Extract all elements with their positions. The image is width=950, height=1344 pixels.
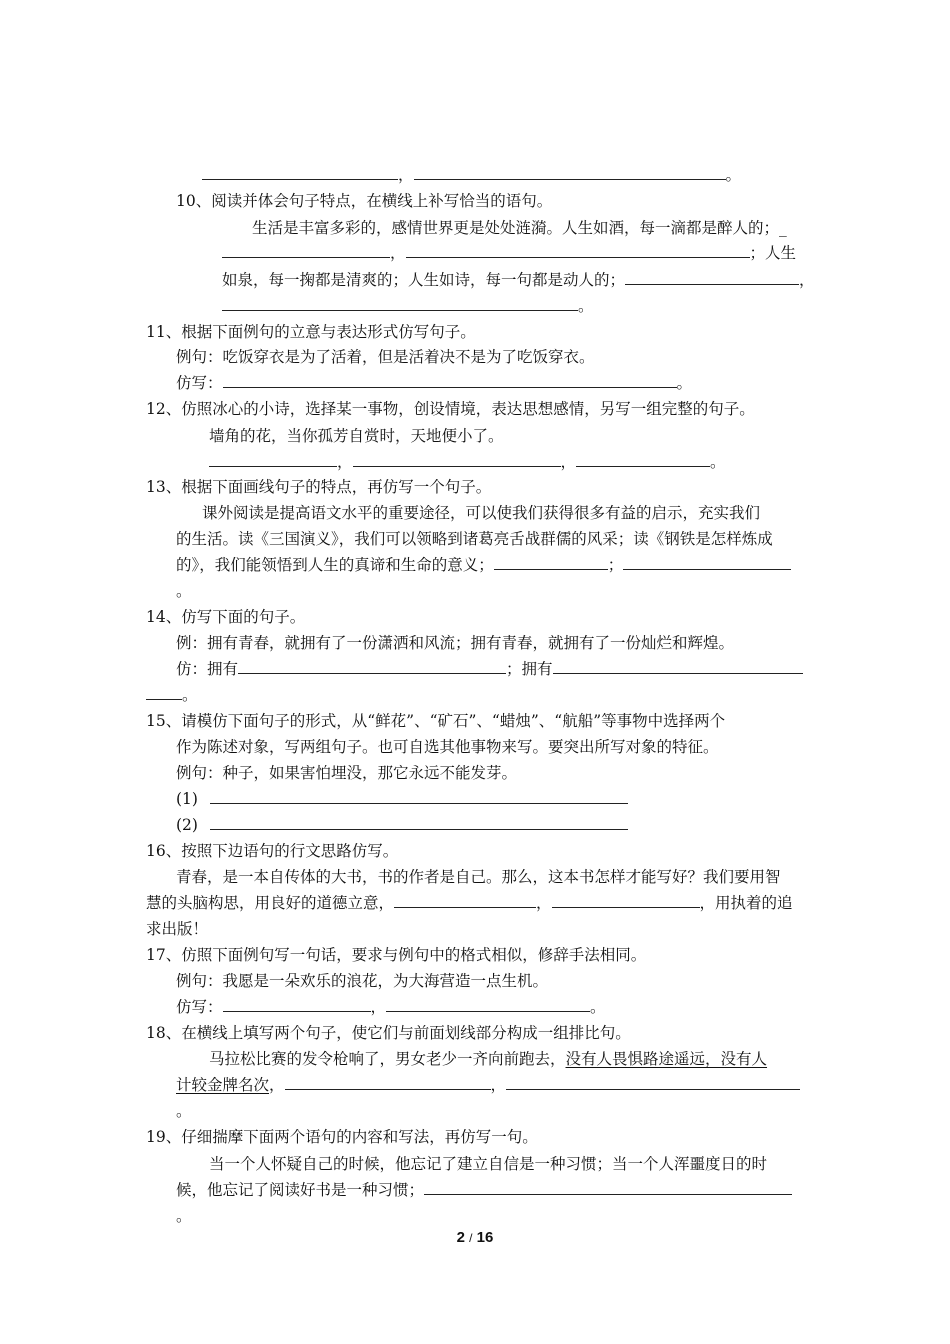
answer-blank[interactable] <box>506 1075 800 1090</box>
answer-blank[interactable] <box>285 1075 491 1090</box>
q19-title: 19、仔细揣摩下面两个语句的内容和写法，再仿写一句。 <box>146 1128 538 1146</box>
q12-answer-line: ， ， 。 <box>209 452 726 472</box>
q10-text: 生活是丰富多彩的，感情世界更是处处涟漪。人生如酒，每一滴都是醉人的；_ <box>252 219 787 237</box>
q13-text-1: 课外阅读是提高语文水平的重要途径，可以使我们获得很多有益的启示，充实我们 <box>202 504 761 522</box>
q17-title: 17、仿照下面例句写一句话，要求与例句中的格式相似，修辞手法相同。 <box>146 946 647 964</box>
answer-blank[interactable] <box>406 243 750 258</box>
q15-title: 15、请模仿下面句子的形式，从“鲜花”、“矿石”、“蜡烛”、“航船”等事物中选择两个 <box>146 712 726 730</box>
answer-blank[interactable] <box>494 555 608 570</box>
q19-text-2: 候，他忘记了阅读好书是一种习惯； <box>176 1180 792 1200</box>
answer-blank[interactable] <box>553 659 803 674</box>
q17-example: 例句：我愿是一朵欢乐的浪花，为大海营造一点生机。 <box>176 972 549 990</box>
answer-blank[interactable] <box>386 997 590 1012</box>
q16-text-1: 青春，是一本自传体的大书，书的作者是自己。那么，这本书怎样才能写好？我们要用智 <box>176 868 781 886</box>
q14-title: 14、仿写下面的句子。 <box>146 608 306 626</box>
q14-imitation: 仿：拥有 ；拥有 <box>176 659 803 679</box>
q18-end: 。 <box>176 1102 192 1120</box>
q13-text-2: 的生活。读《三国演义》，我们可以领略到诸葛亮舌战群儒的风采；读《钢铁是怎样炼成 <box>176 530 773 548</box>
answer-blank[interactable] <box>394 893 536 908</box>
answer-blank[interactable] <box>424 1180 792 1195</box>
underlined-phrase: 计较金牌名次 <box>176 1076 270 1094</box>
q15-item-1: (1) <box>176 789 628 809</box>
answer-blank[interactable] <box>202 165 398 180</box>
q11-example: 例句：吃饭穿衣是为了活着，但是活着决不是为了吃饭穿衣。 <box>176 348 595 366</box>
q12-poem: 墙角的花，当你孤芳自赏时，天地便小了。 <box>209 427 504 445</box>
answer-blank[interactable] <box>223 997 371 1012</box>
q13-end: 。 <box>176 582 192 600</box>
answer-blank[interactable] <box>238 659 506 674</box>
q17-imitation: 仿写： ， 。 <box>176 998 606 1016</box>
q18-title: 18、在横线上填写两个句子，使它们与前面划线部分构成一组排比句。 <box>146 1024 631 1042</box>
q19-end: 。 <box>176 1207 192 1225</box>
q16-title: 16、按照下边语句的行文思路仿写。 <box>146 842 399 860</box>
q14-example: 例：拥有青春，就拥有了一份潇洒和风流；拥有青春，就拥有了一份灿烂和辉煌。 <box>176 634 735 652</box>
answer-blank[interactable] <box>210 789 628 804</box>
answer-blank[interactable] <box>414 165 726 180</box>
q14-answer-continued: 。 <box>146 685 198 705</box>
answer-blank[interactable] <box>222 243 390 258</box>
q15-example: 例句：种子，如果害怕埋没，那它永远不能发芽。 <box>176 764 518 782</box>
answer-blank[interactable] <box>623 555 791 570</box>
answer-blank[interactable] <box>209 452 337 467</box>
q10-answer-line: ， ；人生 <box>222 243 796 263</box>
answer-blank[interactable] <box>223 373 677 388</box>
q16-text-3: 求出版！ <box>146 920 209 938</box>
q15-item-2: (2) <box>176 815 628 835</box>
underlined-phrase: 没有人畏惧路途遥远，没有人 <box>565 1050 768 1068</box>
answer-blank[interactable] <box>552 893 700 908</box>
answer-blank[interactable] <box>353 452 561 467</box>
q10-text-2: 如泉，每一掬都是清爽的；人生如诗，每一句都是动人的； ， <box>222 271 815 289</box>
q10-title: 10、阅读并体会句子特点，在横线上补写恰当的语句。 <box>176 192 553 210</box>
answer-blank[interactable] <box>146 685 182 700</box>
q12-title: 12、仿照冰心的小诗，选择某一事物，创设情境，表达思想感情，另写一组完整的句子。 <box>146 400 755 418</box>
q19-text-1: 当一个人怀疑自己的时候，他忘记了建立自信是一种习惯；当一个人浑噩度日的时 <box>209 1155 768 1173</box>
answer-blank[interactable] <box>210 815 628 830</box>
answer-blank[interactable] <box>625 270 799 285</box>
answer-blank[interactable] <box>222 296 578 311</box>
q13-text-3: 的》，我们能领悟到人生的真谛和生命的意义； ； <box>176 555 791 575</box>
q11-imitation: 仿写： 。 <box>176 374 693 392</box>
q18-text-2: 计较金牌名次， ， <box>176 1075 800 1095</box>
page-number: 2 / 16 <box>456 1229 494 1246</box>
q15-text: 作为陈述对象，写两组句子。也可自选其他事物来写。要突出所写对象的特征。 <box>176 738 719 756</box>
q10-answer-line-2: 。 <box>222 296 594 316</box>
q11-title: 11、根据下面例句的立意与表达形式仿写句子。 <box>146 323 476 341</box>
q13-title: 13、根据下面画线句子的特点，再仿写一个句子。 <box>146 478 492 496</box>
answer-blank[interactable] <box>576 452 710 467</box>
carryover-answer-line: ， 。 <box>202 165 741 185</box>
q18-text-1: 马拉松比赛的发令枪响了，男女老少一齐向前跑去，没有人畏惧路途遥远，没有人 <box>209 1050 768 1068</box>
q16-text-2: 慧的头脑构思，用良好的道德立意， ， ，用执着的追 <box>146 894 793 912</box>
